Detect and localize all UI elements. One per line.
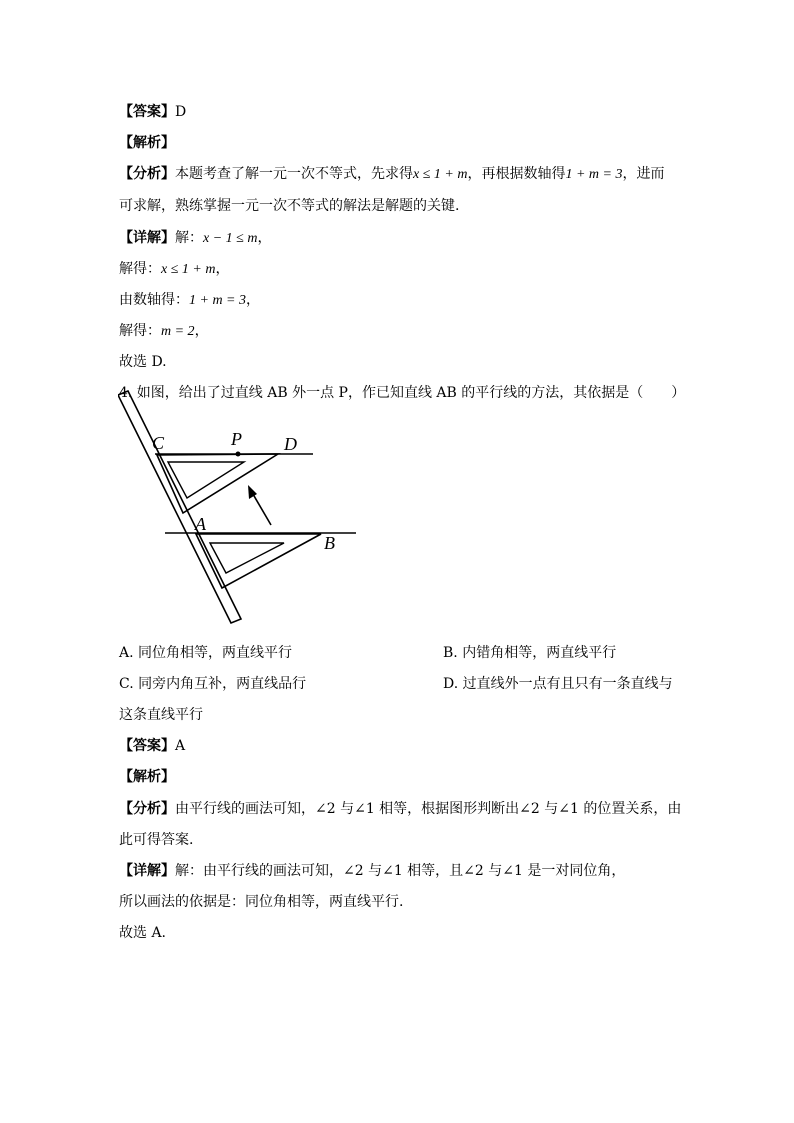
q4-xiangjie-tag: 【详解】 — [119, 863, 175, 879]
step-1-suffix: ， — [257, 230, 272, 246]
q4-xiangjie-line-1 — [119, 861, 625, 881]
option-a — [119, 643, 292, 663]
step-4-prefix: 解得： — [119, 323, 161, 339]
q3-conclusion — [119, 352, 167, 372]
lower-triangle-outer — [196, 534, 321, 588]
q3-step-3 — [119, 290, 260, 311]
option-d-text-line-1: D. 过直线外一点有且只有一条直线与 — [443, 676, 673, 692]
xiangjie-tag: 【详解】 — [119, 230, 175, 246]
fenxi-text-2: ，再根据数轴得 — [467, 166, 566, 182]
fenxi-text-1: 本题考查了解一元一次不等式，先求得 — [175, 166, 413, 182]
step-4-math: m = 2 — [161, 324, 195, 339]
q4-xiangjie-line-2 — [119, 892, 403, 912]
fenxi-equation: 1 + m = 3 — [565, 167, 623, 182]
q4-fenxi-text-2: 此可得答案. — [119, 832, 194, 848]
label-p: P — [231, 429, 242, 449]
question-text: 4. 如图，给出了过直线 AB 外一点 P，作已知直线 AB 的平行线的方法，其依据是（ ） — [119, 385, 686, 401]
fenxi-inequality: x ≤ 1 + m — [413, 167, 468, 182]
upper-triangle-outer — [157, 454, 278, 513]
q3-analysis-heading — [119, 133, 175, 153]
fenxi-tag: 【分析】 — [119, 166, 175, 182]
option-a-text: A. 同位角相等，两直线平行 — [119, 645, 293, 661]
q4-conclusion — [119, 923, 166, 943]
step-3-suffix: ， — [246, 292, 261, 308]
point-p-dot — [236, 452, 241, 457]
label-b: B — [324, 533, 335, 553]
q4-conclusion-text: 故选 A. — [119, 925, 167, 941]
q3-step-1 — [119, 228, 271, 249]
label-a: A — [195, 514, 206, 534]
q3-answer-line — [119, 102, 186, 122]
figure-svg — [118, 383, 368, 633]
option-d — [443, 674, 673, 694]
option-d-continued — [119, 705, 203, 725]
step-3-math: 1 + m = 3 — [189, 293, 247, 308]
step-1-math: x − 1 ≤ m — [203, 231, 258, 246]
fenxi-text-3: ，进而 — [622, 166, 665, 182]
step-2-math: x ≤ 1 + m — [161, 262, 216, 277]
arrow-head — [248, 485, 257, 499]
q4-analysis-tag: 【解析】 — [119, 769, 175, 785]
q4-analysis-heading — [119, 767, 175, 787]
q4-fenxi-tag: 【分析】 — [119, 801, 175, 817]
answer-value: D — [175, 104, 187, 120]
q4-fenxi-line-1 — [119, 799, 681, 819]
q4-answer-value: A — [175, 738, 186, 754]
option-c-text: C. 同旁内角互补，两直线品行 — [119, 676, 307, 692]
fenxi-text-line-2: 可求解，熟练掌握一元一次不等式的解法是解题的关键. — [119, 198, 460, 214]
q3-step-2 — [119, 259, 229, 280]
step-1-prefix: 解： — [175, 230, 203, 246]
step-4-suffix: ， — [194, 323, 209, 339]
step-2-prefix: 解得： — [119, 261, 161, 277]
option-b-text: B. 内错角相等，两直线平行 — [443, 645, 617, 661]
step-3-prefix: 由数轴得： — [119, 292, 189, 308]
q4-fenxi-line-2 — [119, 830, 193, 850]
q3-step-4 — [119, 321, 209, 342]
q4-answer-tag: 【答案】 — [119, 738, 175, 754]
label-d: D — [284, 434, 297, 454]
q4-xiangjie-text-1: 解：由平行线的画法可知，∠2 与∠1 相等，且∠2 与∠1 是一对同位角， — [175, 863, 626, 879]
q4-fenxi-text-1: 由平行线的画法可知，∠2 与∠1 相等，根据图形判断出∠2 与∠1 的位置关系，由 — [175, 801, 682, 817]
q3-fenxi-line-2 — [119, 196, 459, 216]
answer-tag: 【答案】 — [119, 104, 175, 120]
option-c — [119, 674, 306, 694]
step-2-suffix: ， — [215, 261, 230, 277]
lower-triangle-inner — [210, 543, 284, 573]
label-c: C — [152, 433, 165, 453]
q4-answer-line — [119, 736, 185, 756]
option-b — [443, 643, 616, 663]
parallel-line-figure — [118, 383, 368, 633]
option-d-text-line-2: 这条直线平行 — [119, 707, 203, 723]
conclusion-text: 故选 D. — [119, 354, 167, 370]
upper-triangle-inner — [168, 462, 244, 498]
q4-xiangjie-text-2: 所以画法的依据是：同位角相等，两直线平行. — [119, 894, 404, 910]
q3-fenxi-line-1 — [119, 164, 664, 185]
analysis-tag: 【解析】 — [119, 135, 175, 151]
